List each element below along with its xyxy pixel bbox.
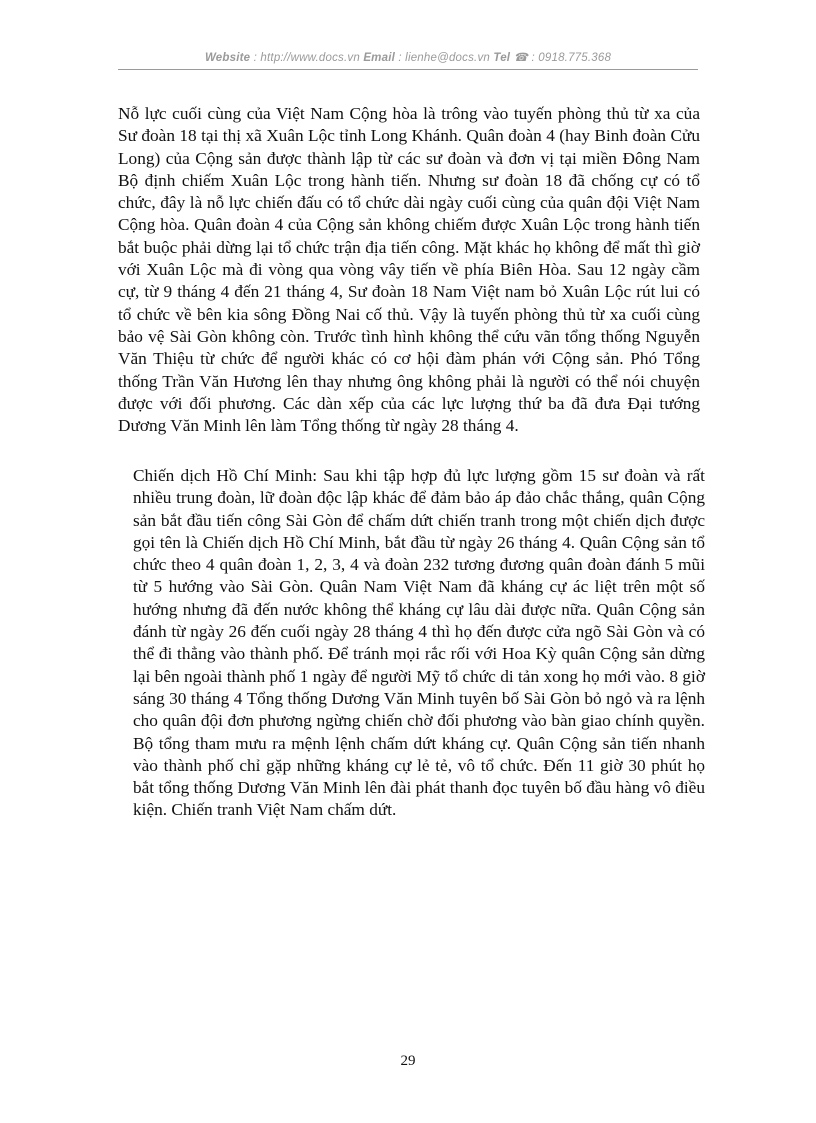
page-number: 29	[400, 1053, 416, 1069]
email-address[interactable]: : lienhe@docs.vn	[395, 52, 494, 64]
paragraph-ho-chi-minh-campaign: Chiến dịch Hồ Chí Minh: Sau khi tập hợp đủ lực lượng gồm 15 sư đoàn và rất nhiều trung đoàn, lữ đoàn độc lập khác để đảm bảo áp đảo chắc thắng, quân Cộng sản bắt đầu tiến công Sài Gòn để chấm dứt chiến tranh trong một chiến dịch được gọi tên là Chiến dịch Hồ Chí Minh, bắt đầu từ ngày 26 tháng 4. Quân Cộng sản tổ chức theo 4 quân đoàn 1, 2, 3, 4 và đoàn 232 tương đương quân đoàn đánh 5 mũi từ 5 hướng vào Sài Gòn. Quân Nam Việt Nam đã kháng cự ác liệt trên một số hướng nhưng đã đến nước không thể kháng cự lâu dài được nữa. Quân Cộng sản đánh từ ngày 26 đến cuối ngày 28 tháng 4 thì họ đến được cửa ngõ Sài Gòn và có thể đi thẳng vào thành phố. Để tránh mọi rắc rối với Hoa Kỳ quân Cộng sản dừng lại bên ngoài thành phố 1 ngày để người Mỹ tổ chức di tản xong họ mới vào. 8 giờ sáng 30 tháng 4 Tổng thống Dương Văn Minh tuyên bố Sài Gòn bỏ ngỏ và ra lệnh cho quân đội đơn phương ngừng chiến chờ đối phương vào bàn giao chính quyền. Bộ tổng tham mưu ra mệnh lệnh chấm dứt kháng cự. Quân Cộng sản tiến nhanh vào thành phố chỉ gặp những kháng cự lẻ tẻ, vô tổ chức. Đến 11 giờ 30 phút họ bắt tổng thống Dương Văn Minh lên đài phát thanh đọc tuyên bố đầu hàng vô điều kiện. Chiến tranh Việt Nam chấm dứt.	[133, 466, 705, 820]
tel-label: Tel	[493, 52, 511, 64]
paragraph-xuan-loc: Nỗ lực cuối cùng của Việt Nam Cộng hòa là trông vào tuyến phòng thủ từ xa của Sư đoàn 18 tại thị xã Xuân Lộc tỉnh Long Khánh. Quân đoàn 4 (hay Binh đoàn Cửu Long) của Cộng sản được thành lập từ các sư đoàn và đơn vị tại miền Đông Nam Bộ định chiếm Xuân Lộc trong hành tiến. Nhưng sư đoàn 18 đã chống cự có tổ chức, đây là nỗ lực chiến đấu có tổ chức dài ngày cuối cùng của quân đội Việt Nam Cộng hòa. Quân đoàn 4 của Cộng sản không chiếm được Xuân Lộc trong hành tiến bắt buộc phải dừng lại tổ chức trận địa tiến công. Mặt khác họ không để mất thì giờ với Xuân Lộc mà đi vòng qua vòng vây tiến về phía Biên Hòa. Sau 12 ngày cầm cự, từ 9 tháng 4 đến 21 tháng 4, Sư đoàn 18 Nam Việt nam bỏ Xuân Lộc rút lui có tổ chức về bên kia sông Đồng Nai cố thủ. Vậy là tuyến phòng thủ từ xa cuối cùng bảo vệ Sài Gòn không còn. Trước tình hình không thể cứu vãn tổng thống Nguyễn Văn Thiệu từ chức để người khác có cơ hội đàm phán với Cộng sản. Phó Tổng thống Trần Văn Hương lên thay nhưng ông không phải là người có thể nói chuyện được với đối phương. Các dàn xếp của các lực lượng thứ ba đã đưa Đại tướng Dương Văn Minh lên làm Tổng thống từ ngày 28 tháng 4.	[118, 104, 700, 436]
website-label: Website	[204, 52, 251, 64]
tel-number: ☎ : 0918.775.368	[510, 52, 612, 64]
header-divider	[118, 69, 698, 70]
page-header	[118, 50, 698, 64]
website-url[interactable]: : http://www.docs.vn	[250, 52, 364, 64]
email-label: Email	[363, 52, 395, 64]
